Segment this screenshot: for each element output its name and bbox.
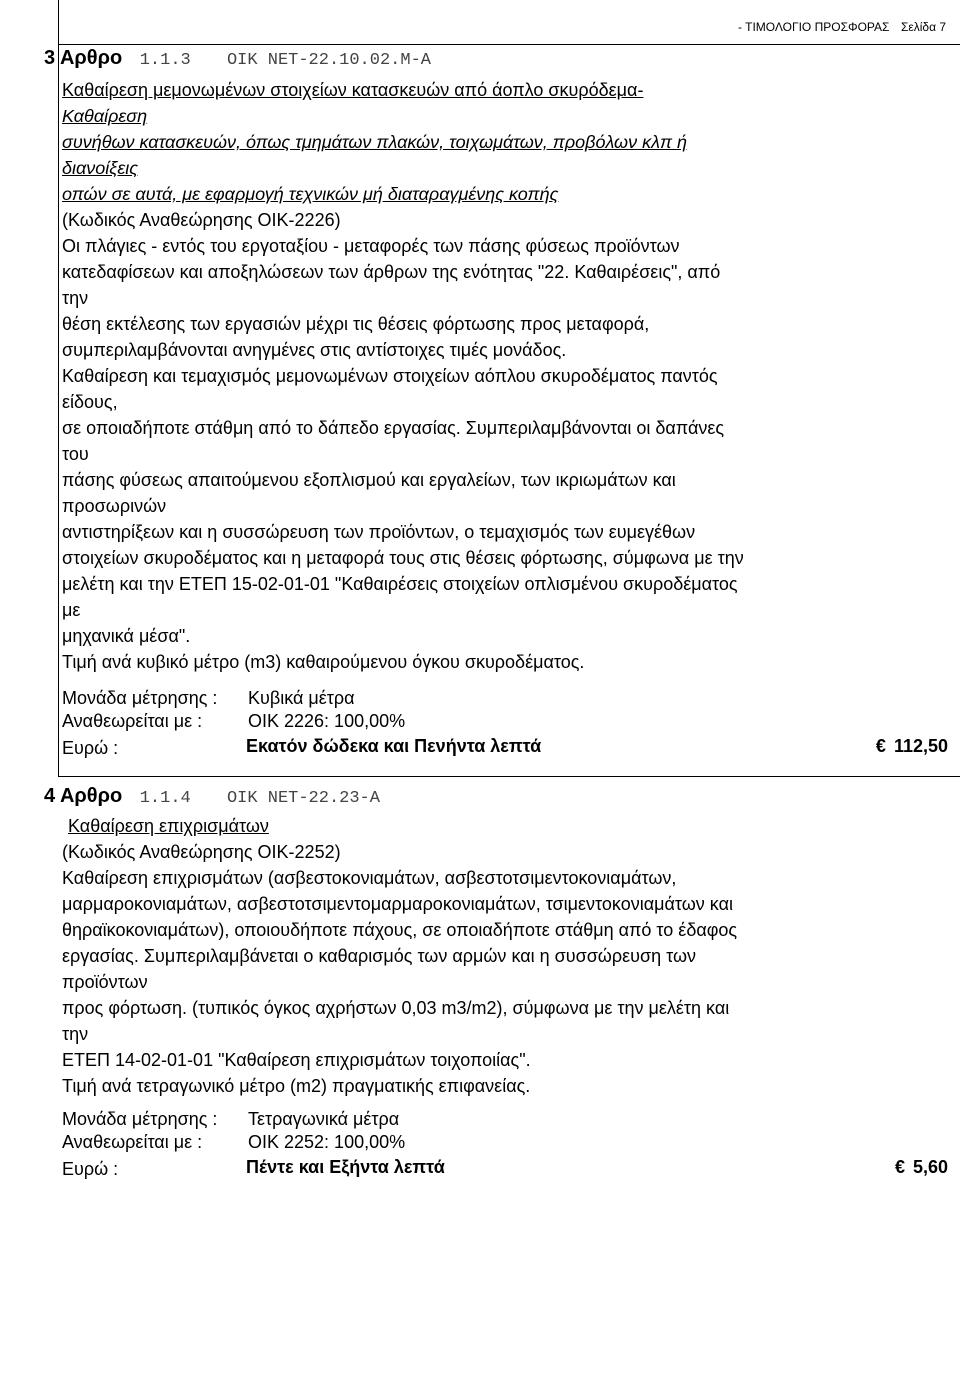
considered-row [62,1132,405,1153]
body-line: Τιμή ανά τετραγωνικό μέτρο (m2) πραγματικής επιφανείας. [62,1076,531,1096]
euro-label: Ευρώ : [62,738,119,758]
article-4-content [62,813,942,1099]
article-number: 3 Αρθρο [44,47,123,69]
body-line: σε οποιαδήποτε στάθμη από το δάπεδο εργασίας. Συμπεριλαμβάνονται οι δαπάνες [62,418,725,438]
article-code-index: 1.1.3 [139,51,191,70]
euro-icon: € [875,736,886,756]
considered-label: Αναθεωρείται με : [62,711,203,731]
body-line: μαρμαροκονιαμάτων, ασβεστοτσιμεντομαρμαροκονιαμάτων, τσιμεντοκονιαμάτων και [62,894,733,914]
unit-value: Τετραγωνικά μέτρα [248,1109,400,1129]
body-line: μηχανικά μέσα". [62,626,191,646]
body-line: μελέτη και την ΕΤΕΠ 15-02-01-01 "Καθαιρέσεις στοιχείων οπλισμένου σκυροδέματος [62,574,738,594]
article-title-line: οπών σε αυτά, με εφαρμογή τεχνικών μή διαταραγμένης κοπής [62,184,559,204]
revision-code: (Κωδικός Αναθεώρησης ΟΙΚ-2252) [62,842,341,862]
header-rule [58,44,960,45]
body-line: Οι πλάγιες - εντός του εργοταξίου - μεταφορές των πάσης φύσεως προϊόντων [62,236,680,256]
body-line: αντιστηρίξεων και η συσσώρευση των προϊόντων, ο τεμαχισμός των ευμεγέθων [62,522,696,542]
euro-label: Ευρώ : [62,1159,119,1179]
body-line: Καθαίρεση επιχρισμάτων (ασβεστοκονιαμάτων, ασβεστοτσιμεντοκονιαμάτων, [62,868,677,888]
page-number: Σελίδα 7 [901,20,947,34]
article-number: 4 Αρθρο [44,785,123,807]
article-title-line: Καθαίρεση επιχρισμάτων [68,816,269,836]
article-3-content [62,77,942,675]
article-code-reference: ΟΙΚ ΝΕΤ-22.10.02.Μ-Α [226,51,431,70]
body-line: στοιχείων σκυροδέματος και η μεταφορά τους στις θέσεις φόρτωσης, σύμφωνα με την [62,548,744,568]
article-code [140,51,457,70]
article-heading [44,47,457,70]
article-code-reference: ΟΙΚ ΝΕΤ-22.23-Α [226,789,380,808]
article-separator [58,776,960,777]
article-title-line: Καθαίρεση μεμονωμένων στοιχείων κατασκευών από άοπλο σκυρόδεμα- [62,80,644,100]
body-line: ΕΤΕΠ 14-02-01-01 "Καθαίρεση επιχρισμάτων τοιχοποιίας". [62,1050,531,1070]
revision-code: (Κωδικός Αναθεώρησης ΟΙΚ-2226) [62,210,341,230]
article-code [140,789,406,808]
article-code-index: 1.1.4 [139,789,191,808]
unit-label: Μονάδα μέτρησης : [62,688,218,708]
article-title-line: Καθαίρεση [62,106,148,126]
price-in-words: Πέντε και Εξήντα λεπτά [246,1157,445,1177]
price-in-words: Εκατόν δώδεκα και Πενήντα λεπτά [246,736,542,756]
considered-row [62,711,405,732]
document-header-title: - ΤΙΜΟΛΟΓΙΟ ΠΡΟΣΦΟΡΑΣ [738,20,890,34]
body-line: είδους, [62,392,118,412]
body-line: πάσης φύσεως απαιτούμενου εξοπλισμού και εργαλείων, των ικριωμάτων και [62,470,676,490]
considered-value: ΟΙΚ 2226: 100,00% [248,711,406,731]
body-line: εργασίας. Συμπεριλαμβάνεται ο καθαρισμός των αρμών και η συσσώρευση των [62,946,696,966]
body-line: Τιμή ανά κυβικό μέτρο (m3) καθαιρούμενου όγκου σκυροδέματος. [62,652,585,672]
unit-row [62,688,355,709]
body-line: προϊόντων [62,972,148,992]
article-heading [44,785,406,808]
unit-label: Μονάδα μέτρησης : [62,1109,218,1129]
article-title-line: διανοίξεις [62,158,138,178]
body-line: προς φόρτωση. (τυπικός όγκος αχρήστων 0,03 m3/m2), σύμφωνα με την μελέτη και [62,998,730,1018]
price-amount [895,1157,948,1178]
body-line: συμπεριλαμβάνονται ανηγμένες στις αντίστοιχες τιμές μονάδος. [62,340,567,360]
euro-icon: € [894,1157,905,1177]
body-line: την [62,1024,89,1044]
considered-label: Αναθεωρείται με : [62,1132,203,1152]
body-line: θέση εκτέλεσης των εργασιών μέχρι τις θέσεις φόρτωσης προς μεταφορά, [62,314,650,334]
considered-value: ΟΙΚ 2252: 100,00% [248,1132,406,1152]
body-line: προσωρινών [62,496,167,516]
article-title-line: συνήθων κατασκευών, όπως τμημάτων πλακών, τοιχωμάτων, προβόλων κλπ ή [62,132,687,152]
price-value: 112,50 [893,736,948,756]
left-margin-rule [58,0,59,776]
body-line: θηραϊκοκονιαμάτων), οποιουδήποτε πάχους, σε οποιαδήποτε στάθμη από το έδαφος [62,920,738,940]
body-line: του [62,444,89,464]
unit-value: Κυβικά μέτρα [248,688,355,708]
price-amount [876,736,948,757]
body-line: την [62,288,89,308]
body-line: κατεδαφίσεων και αποξηλώσεων των άρθρων της ενότητας "22. Καθαιρέσεις", από [62,262,721,282]
body-line: Καθαίρεση και τεμαχισμός μεμονωμένων στοιχείων αόπλου σκυροδέματος παντός [62,366,718,386]
unit-row [62,1109,399,1130]
price-value: 5,60 [912,1157,948,1177]
body-line: με [62,600,81,620]
